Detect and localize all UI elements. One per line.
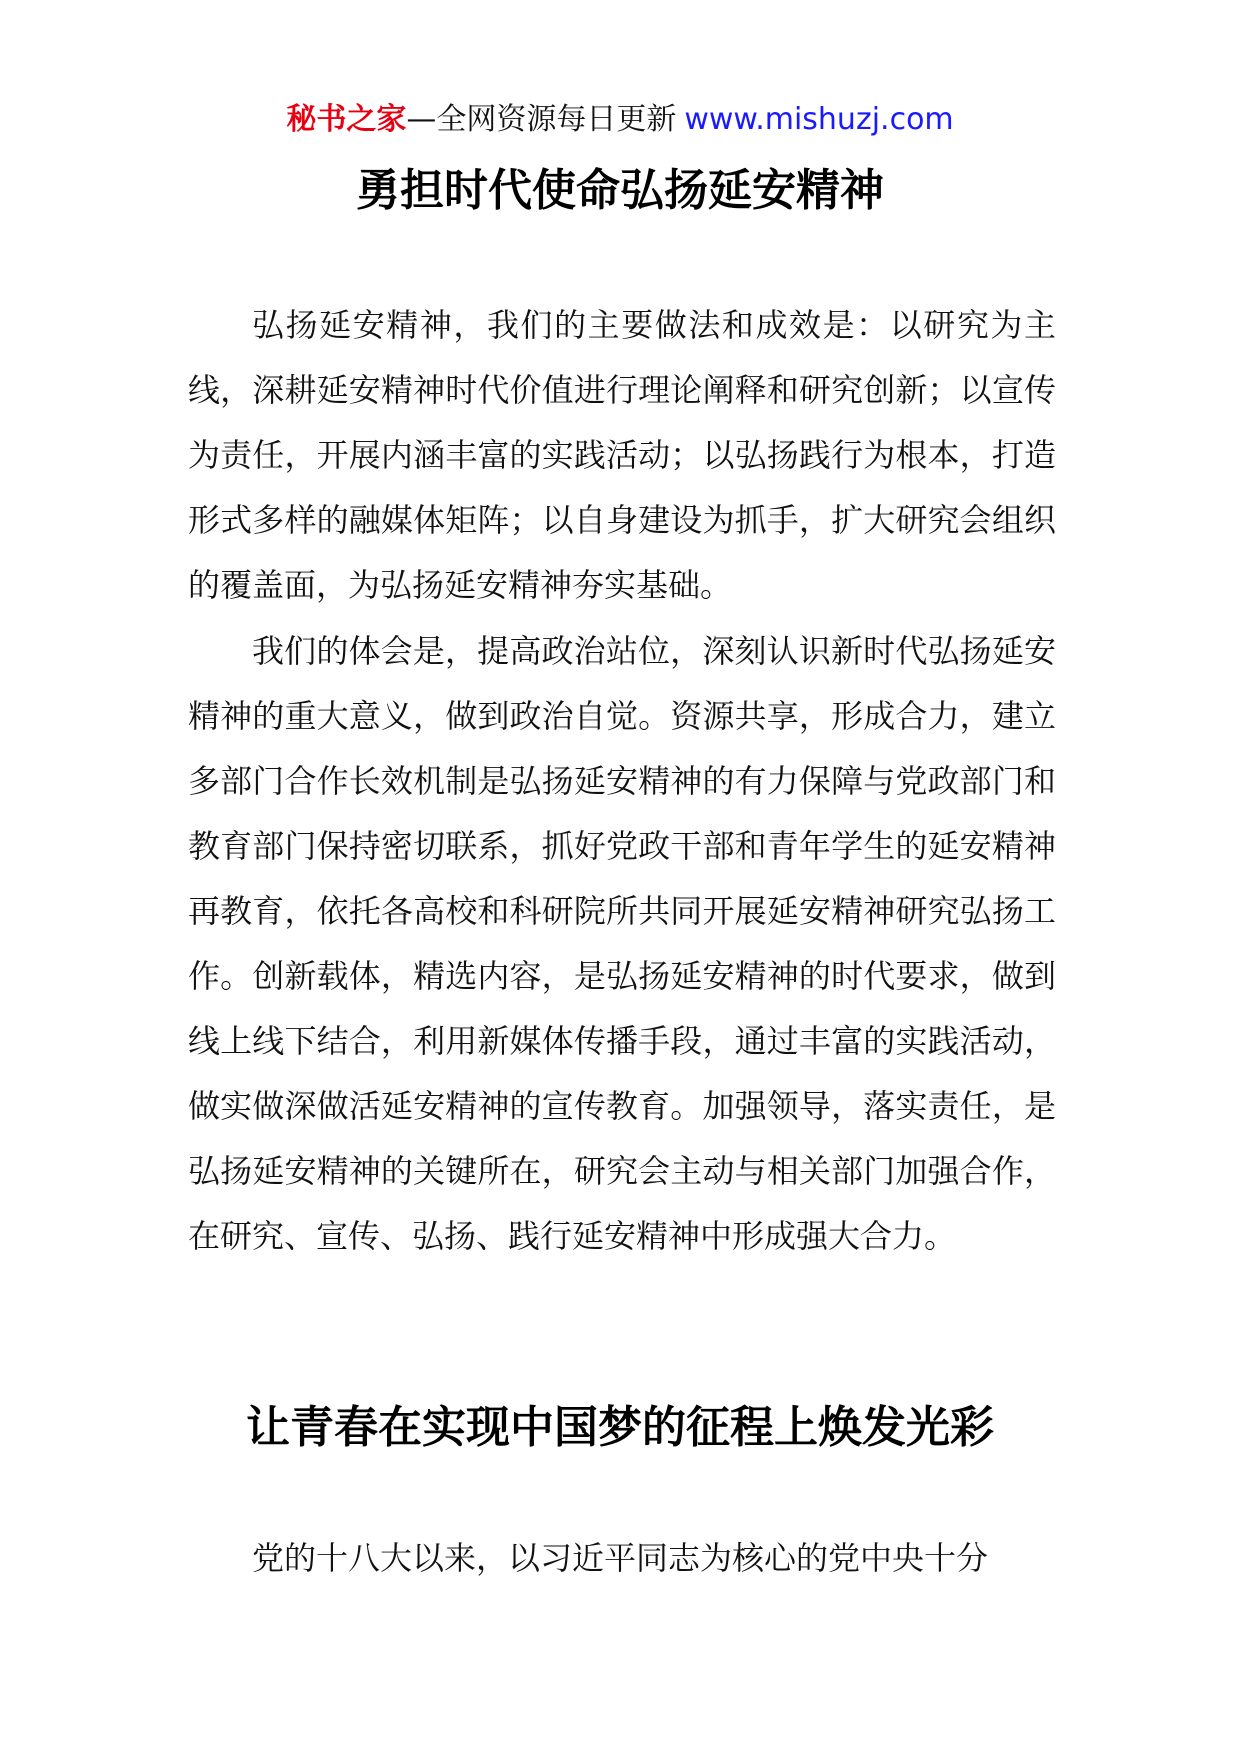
site-header — [0, 100, 1240, 140]
article-title: 让青春在实现中国梦的征程上焕发光彩 — [246, 1402, 994, 1453]
article-paragraph: 弘扬延安精神，我们的主要做法和成效是：以研究为主线，深耕延安精神时代价值进行理论阐释和研究创新；以宣传为责任，开展内涵丰富的实践活动；以弘扬践行为根本，打造形式多样的融媒体矩阵；以自身建设为抓手，扩大研究会组织的覆盖面，为弘扬延安精神夯实基础。 — [188, 306, 1056, 604]
article-paragraph: 我们的体会是，提高政治站位，深刻认识新时代弘扬延安精神的重大意义，做到政治自觉。资源共享，形成合力，建立多部门合作长效机制是弘扬延安精神的有力保障与党政部门和教育部门保持密切联系，抓好党政干部和青年学生的延安精神再教育，依托各高校和科研院所共同开展延安精神研究弘扬工作。创新载体，精选内容，是弘扬延安精神的时代要求，做到线上线下结合，利用新媒体传播手段，通过丰富的实践活动，做实做深做活延安精神的宣传教育。加强领导，落实责任，是弘扬延安精神的关键所在，研究会主动与相关部门加强合作，在研究、宣传、弘扬、践行延安精神中形成强大合力。 — [188, 632, 1056, 1255]
article-title: 勇担时代使命弘扬延安精神 — [356, 165, 884, 216]
brand-name: 秘书之家 — [286, 102, 407, 137]
header-tagline: —全网资源每日更新 — [406, 102, 677, 137]
site-url-link[interactable]: www.mishuzj.com — [684, 102, 954, 137]
article-paragraph: 党的十八大以来，以习近平同志为核心的党中央十分 — [252, 1539, 989, 1577]
